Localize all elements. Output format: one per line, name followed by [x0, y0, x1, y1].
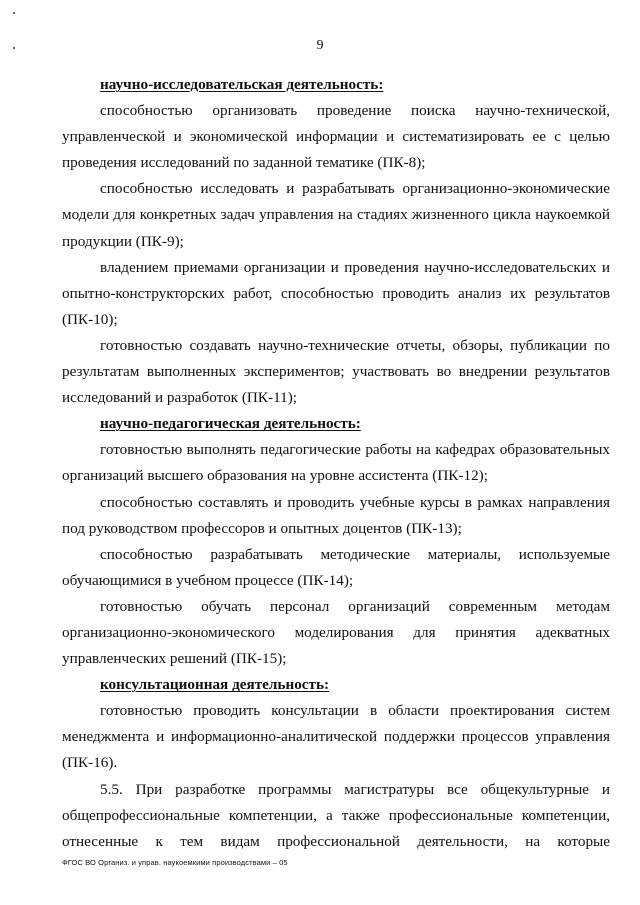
competency-paragraph: готовностью проводить консультации в области проектирования систем менеджмента и информационно-аналитической поддержки процессов управления (ПК-16).: [62, 702, 610, 772]
numbered-paragraph: 5.5. При разработке программы магистратуры все общекультурные и общепрофессиональные компетенции, а также профессиональные компетенции, отнесенные к тем видам профессиональной деятельности, на которые: [62, 780, 610, 850]
section-heading: научно-педагогическая деятельность:: [100, 415, 361, 433]
competency-paragraph: способностью организовать проведение поиска научно-технической, управленческой и экономической информации и систематизировать ее с целью проведения исследований по заданной тематике (ПК-8);: [62, 102, 610, 172]
competency-paragraph: владением приемами организации и проведения научно-исследовательских и опытно-конструкторских работ, способностью проводить анализ их результатов (ПК-10);: [62, 258, 610, 328]
competency-paragraph: способностью разрабатывать методические материалы, используемые обучающимися в учебном процессе (ПК-14);: [62, 545, 610, 589]
competency-paragraph: готовностью выполнять педагогические работы на кафедрах образовательных организаций высшего образования на уровне ассистента (ПК-12);: [62, 441, 610, 485]
scan-speck: [13, 12, 15, 14]
section-heading: консультационная деятельность:: [100, 676, 330, 694]
page-footer: ФГОС ВО Организ. и управ. наукоемкими производствами – 05: [62, 858, 288, 867]
competency-paragraph: способностью исследовать и разрабатывать организационно-экономические модели для конкретных задач управления на стадиях жизненного цикла наукоемкой продукции (ПК-9);: [62, 180, 610, 250]
competency-paragraph: готовностью создавать научно-технические отчеты, обзоры, публикации по результатам выполненных экспериментов; участвовать во внедрении результатов исследований и разработок (ПК-11);: [62, 336, 610, 407]
section-heading: научно-исследовательская деятельность:: [100, 76, 384, 93]
document-body: [62, 72, 610, 855]
competency-paragraph: способностью составлять и проводить учебные курсы в рамках направления под руководством профессоров и опытных доцентов (ПК-13);: [62, 493, 610, 537]
competency-paragraph: готовностью обучать персонал организаций современным методам организационно-экономического моделирования для принятия адекватных управленческих решений (ПК-15);: [62, 597, 610, 668]
page-number: 9: [316, 38, 324, 53]
